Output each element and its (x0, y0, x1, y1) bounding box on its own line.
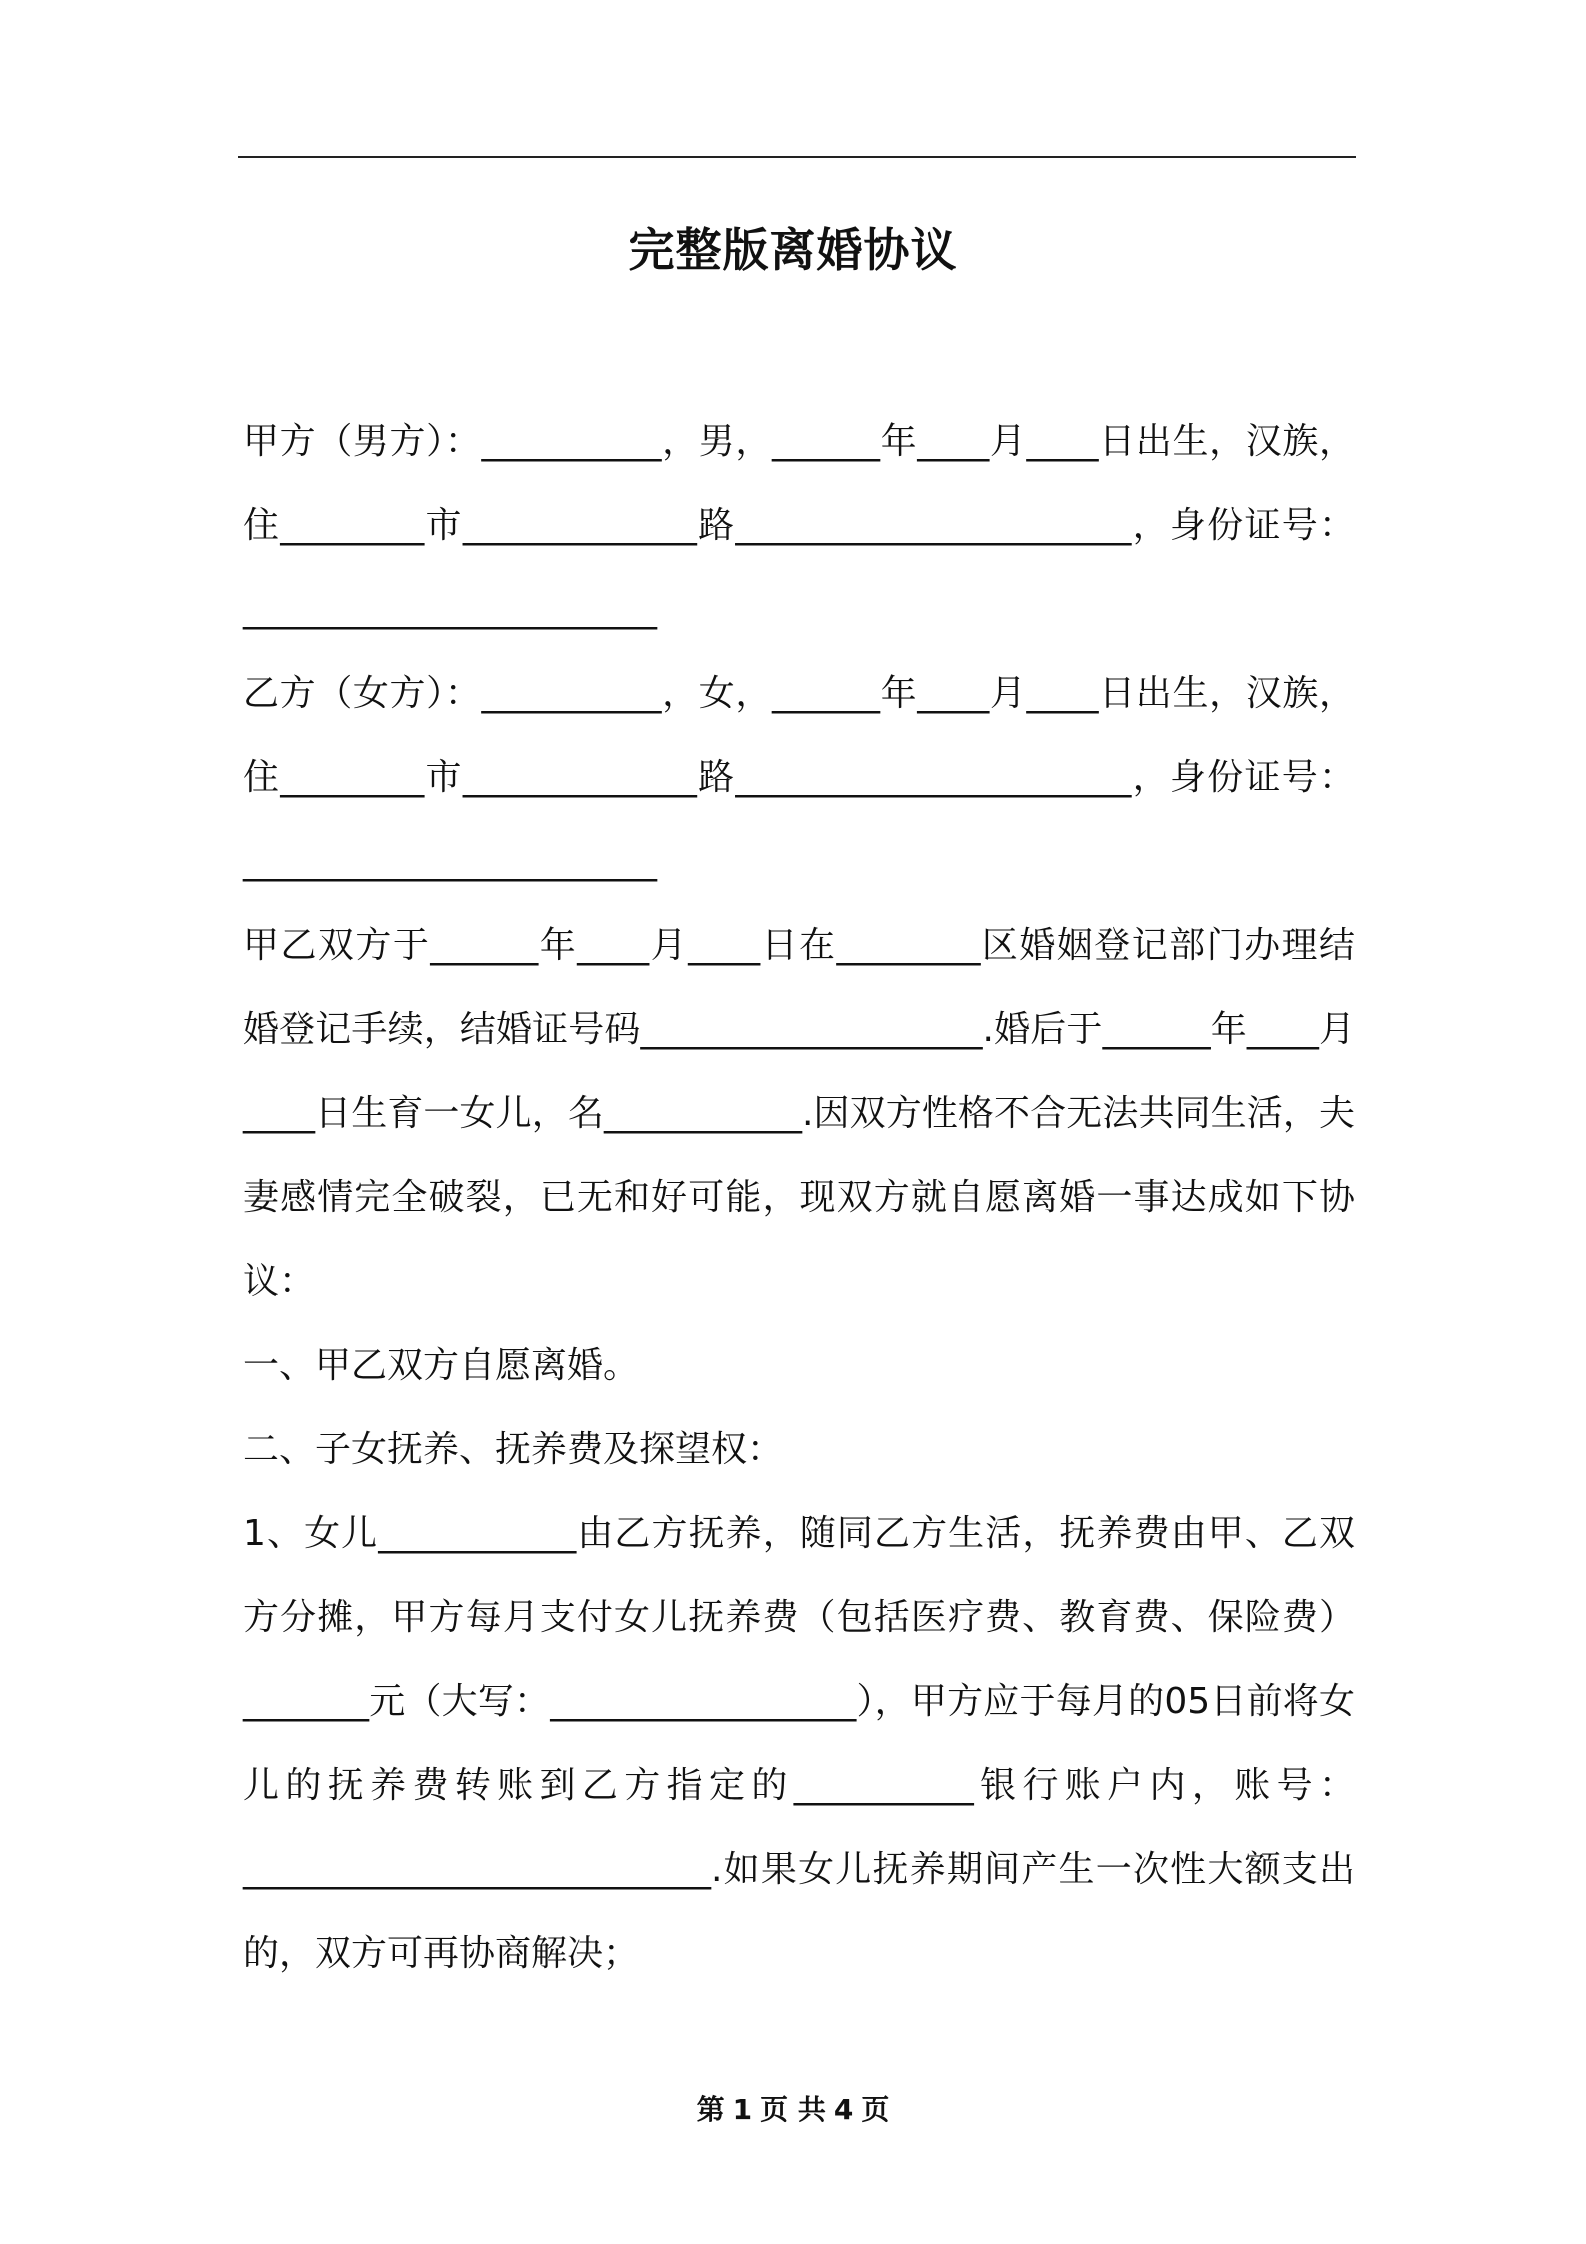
clause-1-heading: 一、甲乙双方自愿离婚。 (243, 1345, 640, 1386)
party-a-paragraph: 甲方（男方）：__________，男，______年____月____日出生，汉族，住________市_____________路______________________，身份证号：_______________________ (243, 421, 1355, 630)
marriage-info-paragraph: 甲乙双方于______年____月____日在________区婚姻登记部门办理结婚登记手续，结婚证号码___________________.婚后于______年____月____日生育一女儿，名___________.因双方性格不合无法共同生活，夫妻感情完全破裂，已无和好可能，现双方就自愿离婚一事达成如下协议： (243, 925, 1355, 1302)
document-body (243, 400, 1355, 1996)
party-b-paragraph: 乙方（女方）：__________，女，______年____月____日出生，汉族，住________市_____________路______________________，身份证号：_______________________ (243, 673, 1355, 882)
clause-2-item-1: 1、女儿___________由乙方抚养，随同乙方生活，抚养费由甲、乙双方分摊，甲方每月支付女儿抚养费（包括医疗费、教育费、保险费）_______元（大写：_________________），甲方应于每月的05日前将女儿的抚养费转账到乙方指定的__________银行账户内，账号：__________________________.如果女儿抚养期间产生一次性大额支出的，双方可再协商解决； (243, 1513, 1355, 1974)
footer-middle: 页 共 (760, 2093, 826, 2126)
footer-page-number: 1 (732, 2093, 753, 2126)
document-title: 完整版离婚协议 (628, 223, 958, 277)
clause-2-heading: 二、子女抚养、抚养费及探望权： (243, 1429, 784, 1470)
header-rule (238, 156, 1356, 158)
page-footer (0, 2088, 1586, 2128)
footer-total-pages: 4 (833, 2093, 854, 2126)
footer-suffix: 页 (861, 2093, 890, 2126)
footer-prefix: 第 (696, 2093, 725, 2126)
